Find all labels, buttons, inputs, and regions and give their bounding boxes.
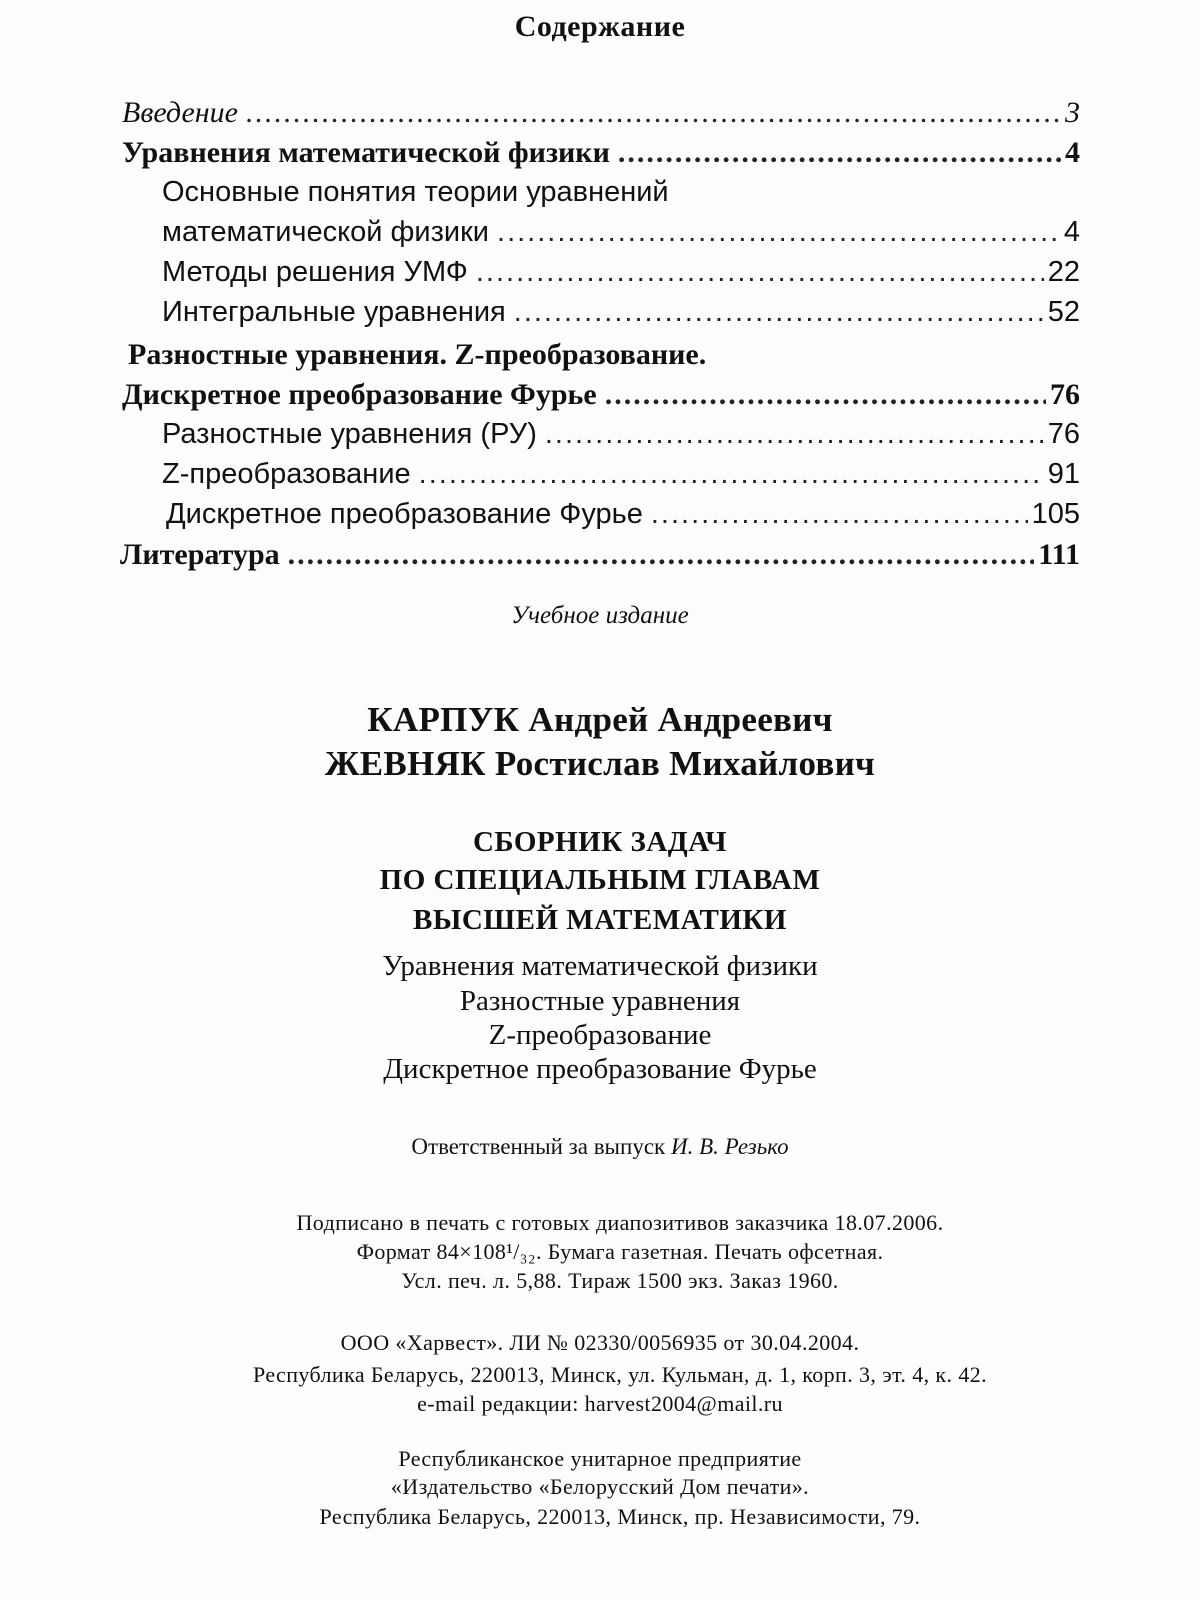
- dot-leader: [497, 216, 1060, 249]
- toc-entry-page: 4: [1065, 136, 1080, 169]
- responsible-editor: [0, 1134, 1200, 1160]
- toc-entry-title: Дискретное преобразование Фурье: [122, 378, 597, 411]
- dot-leader: [288, 538, 1035, 572]
- subtitle-line: Уравнения математической физики: [382, 950, 818, 982]
- toc-entry-page: 52: [1047, 296, 1080, 328]
- subtitle-line: Дискретное преобразование Фурье: [383, 1053, 817, 1085]
- dot-leader: [476, 256, 1044, 289]
- printer-info-line: Республиканское унитарное предприятие: [398, 1446, 802, 1471]
- dot-leader: [419, 458, 1044, 491]
- dot-leader: [246, 96, 1061, 130]
- printer-info-line: Республика Беларусь, 220013, Минск, пр. Независимости, 79.: [319, 1504, 921, 1529]
- toc-entry-title: Литература: [120, 538, 280, 571]
- toc-entry-title-line1: Основные понятия теории уравнений: [162, 176, 669, 208]
- toc-entry-title: Методы решения УМФ: [162, 256, 468, 288]
- dot-leader: [618, 136, 1061, 170]
- toc-entry-section-2-3: [166, 498, 1080, 531]
- dot-leader: [545, 418, 1044, 451]
- dot-leader: [651, 498, 1028, 531]
- toc-entry-section-2-1: [162, 418, 1080, 451]
- toc-entry-title: математической физики: [162, 216, 490, 248]
- toc-entry-title: Уравнения математической физики: [122, 136, 610, 169]
- toc-entry-page: 91: [1047, 458, 1080, 490]
- toc-entry-introduction: [122, 96, 1080, 130]
- subtitle-line: Z-преобразование: [488, 1019, 712, 1051]
- toc-entry-title-line1: Разностные уравнения. Z-преобразование.: [128, 338, 707, 371]
- dot-leader: [514, 296, 1044, 329]
- print-info-line: Подписано в печать с готовых диапозитивов заказчика 18.07.2006.: [296, 1210, 944, 1235]
- book-title-line: СБОРНИК ЗАДАЧ: [472, 826, 728, 858]
- author-name: КАРПУК Андрей Андреевич: [367, 700, 833, 739]
- publisher-info-line: ООО «Харвест». ЛИ № 02330/0056935 от 30.04.2004.: [340, 1330, 860, 1355]
- toc-entry-section-1-2: [162, 256, 1080, 289]
- toc-entry-references: [120, 538, 1080, 572]
- toc-entry-title: Интегральные уравнения: [162, 296, 506, 328]
- print-info-line: Формат 84×108¹/₃₂. Бумага газетная. Печать офсетная.: [356, 1239, 884, 1264]
- print-info-line: Усл. печ. л. 5,88. Тираж 1500 экз. Заказ 1960.: [401, 1268, 839, 1293]
- publisher-info-line: e-mail редакции: harvest2004@mail.ru: [417, 1391, 783, 1416]
- printer-info-line: «Издательство «Белорусский Дом печати».: [390, 1474, 810, 1499]
- toc-entry-title: Разностные уравнения (РУ): [162, 418, 537, 450]
- toc-entry-page: 111: [1038, 538, 1080, 571]
- toc-entry-page: 105: [1031, 498, 1080, 530]
- toc-entry-page: 4: [1063, 216, 1080, 248]
- toc-entry-page: 76: [1047, 418, 1080, 450]
- toc-entry-page: 76: [1050, 378, 1080, 411]
- toc-entry-title: Введение: [122, 96, 238, 129]
- responsible-name: И. В. Резько: [670, 1134, 789, 1159]
- toc-entry-section-2-2: [162, 458, 1080, 491]
- book-title-line: ПО СПЕЦИАЛЬНЫМ ГЛАВАМ: [379, 864, 821, 896]
- toc-entry-section-1-1: [162, 216, 1080, 249]
- publisher-info-line: Республика Беларусь, 220013, Минск, ул. Кульман, д. 1, корп. 3, эт. 4, к. 42.: [252, 1362, 988, 1387]
- toc-entry-chapter-2: [122, 378, 1080, 412]
- responsible-label: Ответственный за выпуск: [411, 1134, 666, 1159]
- toc-entry-page: 3: [1065, 96, 1080, 129]
- toc-entry-page: 22: [1047, 256, 1080, 288]
- subtitle-line: Разностные уравнения: [459, 985, 741, 1017]
- toc-heading: Содержание: [514, 10, 686, 43]
- dot-leader: [605, 378, 1046, 412]
- author-name: ЖЕВНЯК Ростислав Михайлович: [324, 744, 876, 783]
- toc-entry-title: Дискретное преобразование Фурье: [166, 498, 643, 530]
- edition-kind: Учебное издание: [511, 602, 689, 629]
- book-title-line: ВЫСШЕЙ МАТЕМАТИКИ: [413, 904, 787, 936]
- toc-entry-chapter-1: [122, 136, 1080, 170]
- toc-entry-section-1-3: [162, 296, 1080, 329]
- toc-entry-title: Z-преобразование: [162, 458, 411, 490]
